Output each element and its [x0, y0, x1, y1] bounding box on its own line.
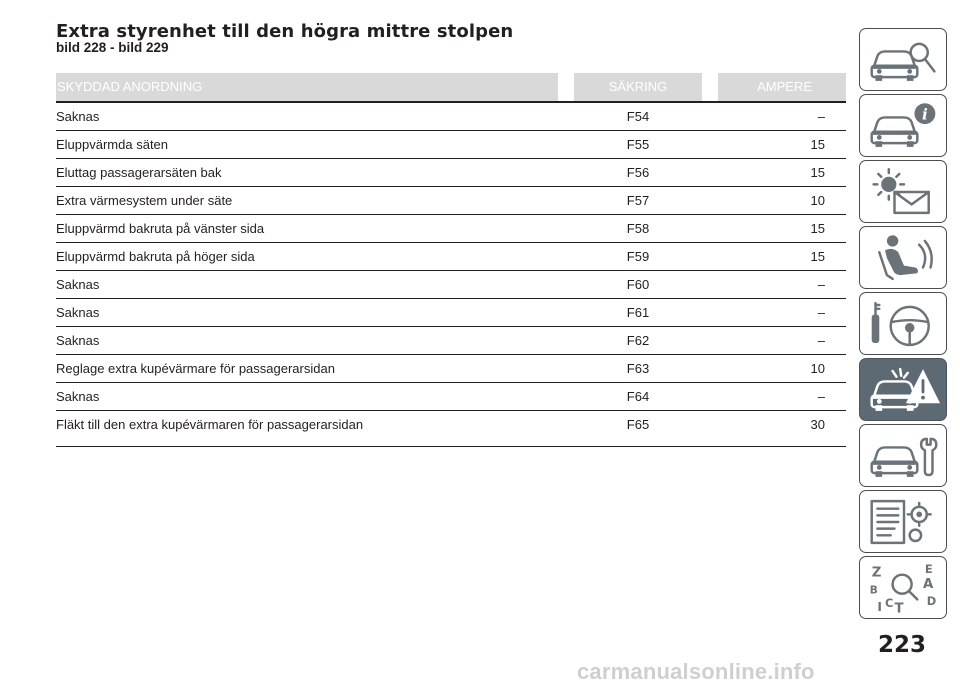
header-fuse: SÄKRING: [574, 73, 702, 101]
cell-device: Eluttag passagerarsäten bak: [56, 165, 222, 180]
header-protected-device: SKYDDAD ANORDNING: [56, 73, 558, 101]
cell-device: Eluppvärmd bakruta på vänster sida: [56, 221, 265, 236]
cell-ampere: –: [817, 277, 825, 292]
svg-text:T: T: [894, 601, 904, 615]
cell-ampere: 15: [810, 249, 825, 264]
table-row: [56, 159, 846, 187]
cell-ampere: 15: [810, 137, 825, 152]
cell-ampere: 10: [810, 361, 825, 376]
chapter-tab[interactable]: [859, 94, 947, 157]
header-ampere: AMPERE: [718, 73, 846, 101]
chapter-tab[interactable]: [859, 226, 947, 289]
cell-ampere: –: [817, 389, 825, 404]
cell-fuse: F57: [626, 193, 650, 208]
figure-reference: bild 228 - bild 229: [56, 40, 169, 55]
svg-text:B: B: [869, 584, 878, 597]
svg-text:E: E: [924, 561, 933, 576]
table-row: [56, 187, 846, 215]
cell-fuse: F56: [626, 165, 650, 180]
page-number: 223: [877, 632, 926, 658]
cell-fuse: F64: [626, 389, 650, 404]
cell-ampere: –: [817, 305, 825, 320]
cell-device: Saknas: [56, 109, 100, 124]
chapter-tab[interactable]: [859, 292, 947, 355]
cell-fuse: F65: [626, 417, 650, 432]
table-body: [56, 103, 846, 447]
svg-text:D: D: [926, 594, 937, 609]
table-row: [56, 215, 846, 243]
svg-text:Z: Z: [871, 565, 882, 581]
cell-fuse: F61: [626, 305, 650, 320]
cell-ampere: 15: [810, 221, 825, 236]
cell-ampere: 10: [810, 193, 825, 208]
chapter-tab[interactable]: [859, 490, 947, 553]
chapter-tabs: [859, 28, 949, 622]
chapter-tab[interactable]: [859, 556, 947, 619]
table-row: [56, 411, 846, 447]
table-row: [56, 131, 846, 159]
cell-fuse: F59: [626, 249, 650, 264]
cell-device: Extra värmesystem under säte: [56, 193, 233, 208]
cell-device: Reglage extra kupévärmare för passagerarsidan: [56, 361, 335, 376]
chapter-tab[interactable]: [859, 358, 947, 421]
cell-device: Saknas: [56, 389, 100, 404]
svg-text:i: i: [922, 105, 928, 124]
chapter-tab[interactable]: [859, 28, 947, 91]
cell-ampere: –: [817, 109, 825, 124]
table-row: [56, 383, 846, 411]
cell-ampere: 30: [810, 417, 825, 432]
cell-fuse: F60: [626, 277, 650, 292]
cell-device: Fläkt till den extra kupévärmaren för passagerarsidan: [56, 417, 364, 432]
cell-device: Saknas: [56, 277, 100, 292]
cell-ampere: 15: [810, 165, 825, 180]
chapter-tab[interactable]: [859, 424, 947, 487]
cell-device: Saknas: [56, 333, 100, 348]
table-header: [56, 73, 846, 103]
cell-ampere: –: [817, 333, 825, 348]
table-row: [56, 327, 846, 355]
watermark: carmanualsonline.info: [577, 659, 815, 684]
cell-fuse: F62: [626, 333, 650, 348]
table-row: [56, 355, 846, 383]
page-title: Extra styrenhet till den högra mittre stolpen: [56, 21, 514, 42]
svg-text:I: I: [877, 599, 882, 614]
table-row: [56, 243, 846, 271]
cell-fuse: F54: [626, 109, 650, 124]
cell-fuse: F58: [626, 221, 650, 236]
svg-text:A: A: [923, 577, 934, 592]
cell-device: Saknas: [56, 305, 100, 320]
fuse-table: [56, 73, 846, 447]
cell-device: Eluppvärmda säten: [56, 137, 169, 152]
cell-fuse: F63: [626, 361, 650, 376]
table-row: [56, 103, 846, 131]
svg-text:C: C: [885, 596, 894, 610]
chapter-tab[interactable]: [859, 160, 947, 223]
cell-device: Eluppvärmd bakruta på höger sida: [56, 249, 255, 264]
table-row: [56, 299, 846, 327]
cell-fuse: F55: [626, 137, 650, 152]
table-row: [56, 271, 846, 299]
